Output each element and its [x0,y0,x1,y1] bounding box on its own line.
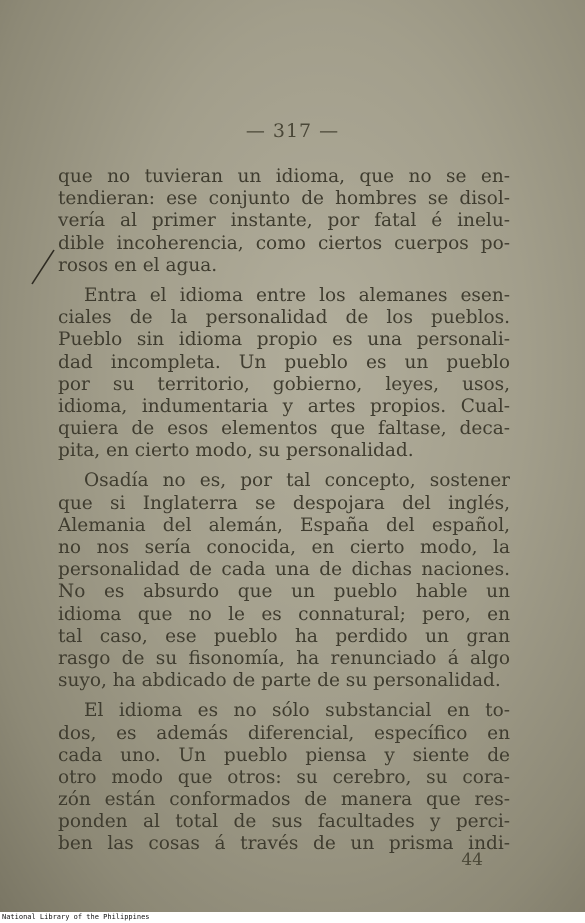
text-line: idioma, indumentaria y artes propios. Cual- [58,395,510,417]
text-line: Osadía no es, por tal concepto, sostener [84,470,510,492]
text-line: dos, es además diferencial, específico en [58,722,510,744]
text-line: suyo, ha abdicado de parte de su personalidad. [58,670,501,692]
text-line: dible incoherencia, como ciertos cuerpos po- [58,232,510,254]
text-line: idioma que no le es connatural; pero, en [58,603,510,625]
text-line: ciales de la personalidad de los pueblos. [58,307,510,329]
text-line: que si Inglaterra se despojara del inglés, [58,492,510,514]
paragraph-3 [58,470,510,692]
page-number: — 317 — [245,120,340,142]
text-line: rosos en el agua. [58,254,218,276]
text-line: no nos sería conocida, en cierto modo, la [58,537,510,558]
text-line: Entra el idioma entre los alemanes esen- [84,284,510,306]
text-line: ponden al total de sus facultades y perci- [58,811,510,833]
text-line: zón están conformados de manera que res- [58,789,510,811]
text-line: vería al primer instante, por fatal é inelu- [58,210,510,232]
paragraph-4 [58,700,510,855]
text-line: Alemania del alemán, España del español, [58,514,510,536]
text-line: que no tuvieran un idioma, que no se en- [58,166,510,187]
sheet-number: 44 [461,850,483,870]
text-line: El idioma es no sólo substancial en to- [84,700,510,722]
paragraph-2 [58,285,510,463]
text-line: personalidad de cada una de dichas naciones. [58,559,510,581]
text-line: por su territorio, gobierno, leyes, usos, [58,373,510,395]
paragraph-1 [58,166,510,277]
text-line: Pueblo sin idioma propio es una personali- [58,329,510,351]
text-line: dad incompleta. Un pueblo es un pueblo [58,351,510,373]
body-text [58,166,510,856]
footer [0,912,585,923]
text-line: No es absurdo que un pueblo hable un [58,581,510,603]
pencil-mark-icon [28,248,58,288]
text-line: quiera de esos elementos que faltase, deca- [58,418,510,440]
text-line: tal caso, ese pueblo ha perdido un gran [58,625,510,647]
text-line: ben las cosas á través de un prisma indi- [58,833,510,855]
footer-credit: National Library of the Philippines [2,913,150,921]
text-line: otro modo que otros: su cerebro, su cora- [58,766,510,788]
text-line: cada uno. Un pueblo piensa y siente de [58,744,510,766]
text-line: rasgo de su fisonomía, ha renunciado á algo [58,647,510,669]
text-line: tendieran: ese conjunto de hombres se disol- [58,188,510,210]
text-line: pita, en cierto modo, su personalidad. [58,440,414,462]
